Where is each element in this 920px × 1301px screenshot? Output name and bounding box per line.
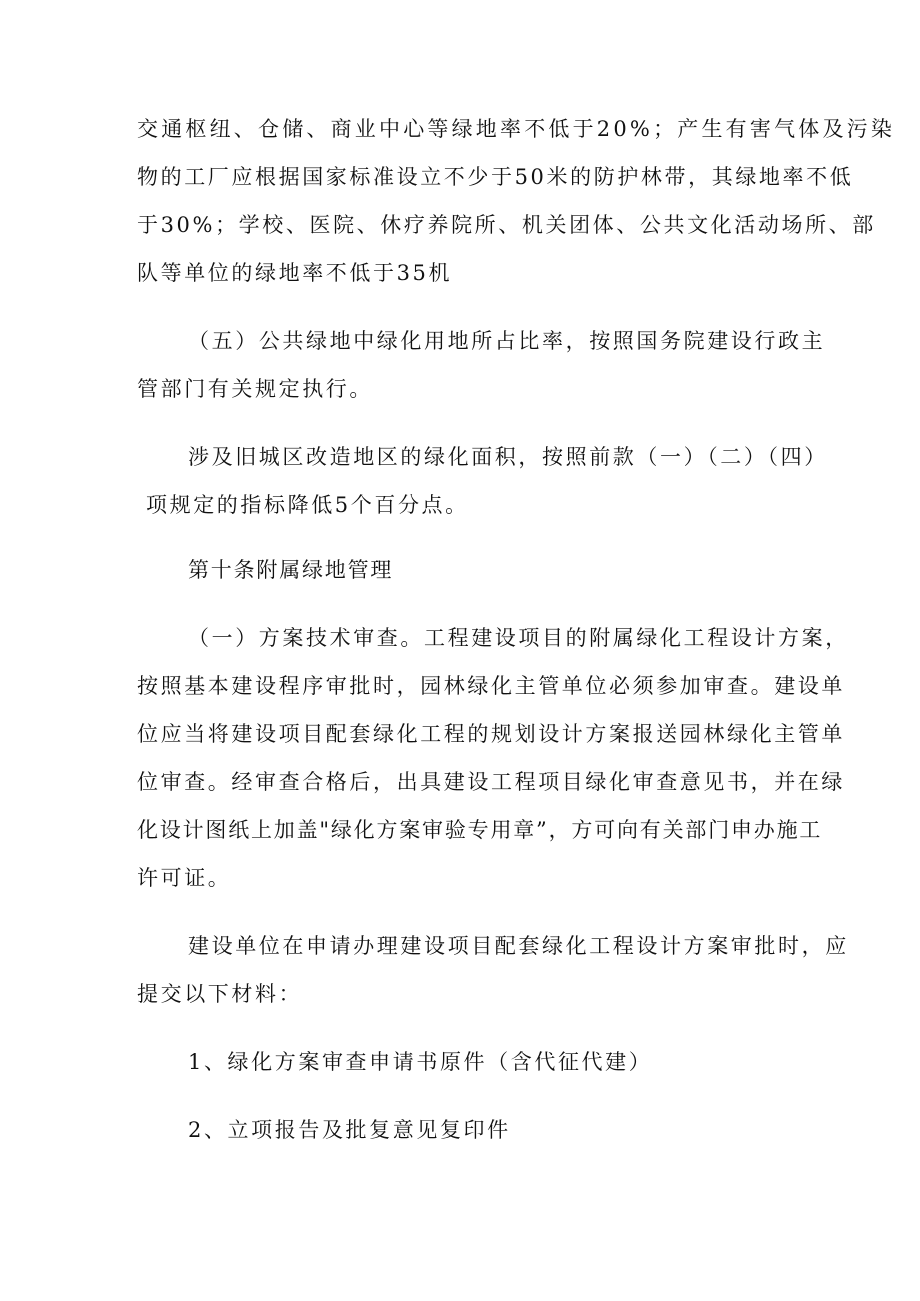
list-item-2: 2、立项报告及批复意见复印件	[188, 1118, 511, 1142]
paragraph-5-line-4: 位审查。经审查合格后，出具建设工程项目绿化审查意见书，并在绿	[137, 770, 845, 794]
paragraph-3-line-2: 项规定的指标降低5个百分点。	[146, 493, 469, 517]
paragraph-1-line-3: 于30%；学校、医院、休疗养院所、机关团体、公共文化活动场所、部	[137, 213, 876, 237]
paragraph-1-line-1: 交通枢纽、仓储、商业中心等绿地率不低于20%；产生有害气体及污染	[137, 117, 896, 141]
paragraph-1-line-4: 队等单位的绿地率不低于35机	[137, 261, 453, 285]
paragraph-3-line-1: 涉及旧城区改造地区的绿化面积，按照前款（一）（二）（四）	[188, 445, 828, 469]
paragraph-6-line-2: 提交以下材料：	[137, 982, 303, 1006]
paragraph-5-line-3: 位应当将建设项目配套绿化工程的规划设计方案报送园林绿化主管单	[137, 722, 845, 746]
paragraph-5-line-1: （一）方案技术审查。工程建设项目的附属绿化工程设计方案，	[188, 626, 849, 650]
list-item-1: 1、绿化方案审查申请书原件（含代征代建）	[188, 1050, 653, 1074]
paragraph-6-line-1: 建设单位在申请办理建设项目配套绿化工程设计方案审批时，应	[188, 934, 849, 958]
paragraph-5-line-2: 按照基本建设程序审批时，园林绿化主管单位必须参加审查。建设单	[137, 674, 845, 698]
paragraph-2-line-1: （五）公共绿地中绿化用地所占比率，按照国务院建设行政主	[188, 329, 826, 353]
paragraph-1-line-2: 物的工厂应根据国家标准设立不少于50米的防护林带，其绿地率不低	[137, 165, 854, 189]
paragraph-5-line-6: 许可证。	[137, 866, 232, 890]
section-heading-article-10: 第十条附属绿地管理	[188, 558, 394, 582]
paragraph-5-line-5: 化设计图纸上加盖"绿化方案审验专用章”，方可向有关部门申办施工	[137, 818, 823, 842]
paragraph-2-line-2: 管部门有关规定执行。	[137, 377, 373, 401]
